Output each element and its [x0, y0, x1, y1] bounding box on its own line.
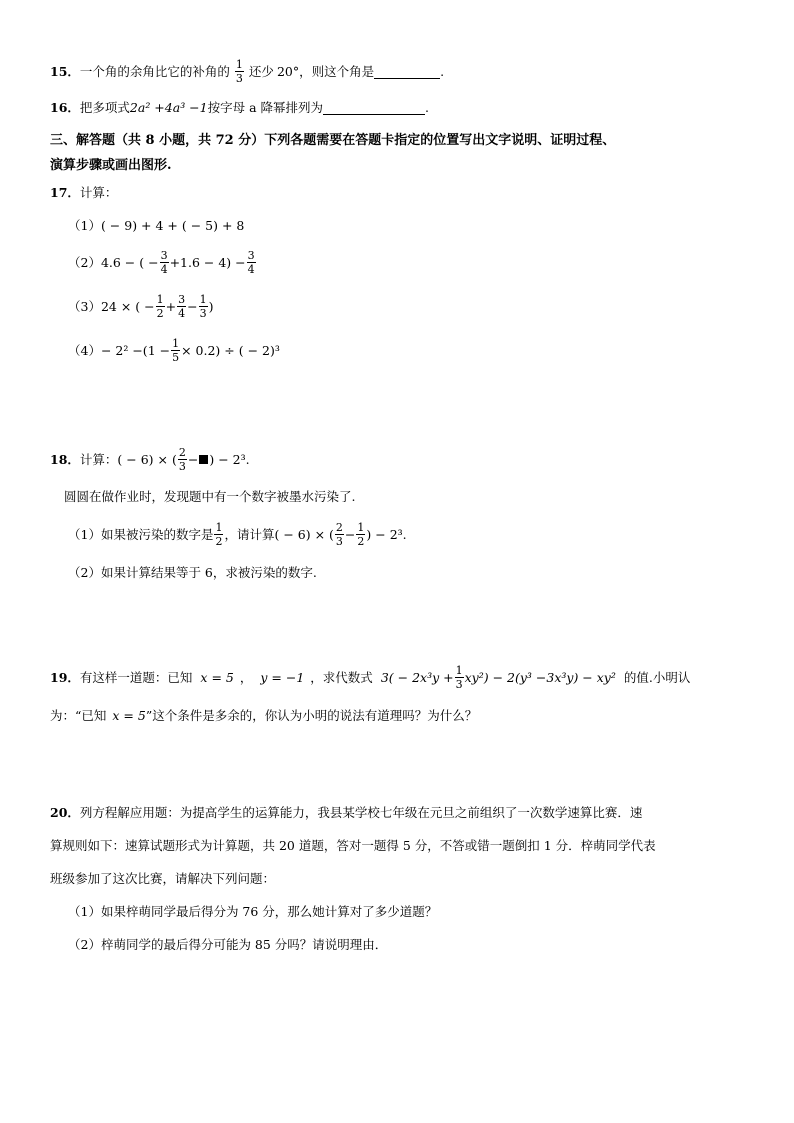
denominator: 4 — [178, 306, 186, 320]
denominator: 3 — [235, 71, 243, 85]
question-number: 19． — [50, 670, 80, 685]
numerator: 1 — [235, 57, 243, 71]
numerator: 3 — [160, 248, 168, 262]
q17-part-4 — [68, 332, 280, 368]
q18-intro: 圆圆在做作业时，发现题中有一个数字被墨水污染了. — [64, 489, 356, 504]
denominator: 4 — [160, 262, 168, 276]
period: . — [440, 63, 445, 79]
fraction — [177, 294, 186, 319]
condition-x: x = 5 — [200, 669, 234, 685]
fraction — [214, 522, 223, 547]
question-text: 列方程解应用题：为提高学生的运算能力，我县某学校七年级在元旦之前组织了一次数学速算比赛．速 — [79, 805, 643, 820]
part-label: （4） — [68, 343, 101, 358]
q18-part-1 — [68, 516, 407, 552]
answer-blank[interactable] — [323, 100, 425, 115]
section-heading: 三、解答题（共 8 小题，共 72 分）下列各题需要在答题卡指定的位置写出文字说明、证明过程、 — [50, 132, 616, 148]
part-label: （1） — [68, 527, 101, 542]
comma: ， — [239, 670, 253, 685]
fraction — [171, 338, 180, 363]
question-text: 如果计算结果等于 6，求被污染的数字. — [100, 565, 317, 580]
part-label: （2） — [68, 565, 101, 580]
denominator: 3 — [199, 306, 207, 320]
numerator: 1 — [215, 520, 223, 534]
ink-blot-square — [199, 455, 208, 464]
question-text: ”这个条件是多余的，你认为小明的说法有道理吗？为什么？ — [145, 708, 478, 723]
part-label: （1） — [68, 218, 101, 233]
period: . — [425, 99, 429, 115]
q17-part-1 — [68, 215, 244, 235]
numerator: 1 — [455, 663, 463, 677]
question-number: 16． — [50, 100, 80, 115]
question-text: 把多项式 — [79, 100, 130, 115]
numerator: 3 — [247, 248, 255, 262]
section-heading-cont: 演算步骤或画出图形. — [50, 157, 172, 173]
polynomial-expression: 2a² +4a³ −1 — [129, 99, 208, 115]
question-17 — [50, 182, 117, 202]
denominator: 2 — [357, 534, 365, 548]
condition-x: x = 5 — [112, 707, 146, 723]
question-number: 17． — [50, 185, 80, 200]
denominator: 3 — [335, 534, 343, 548]
expression: xy²) − 2(y³ −3x³y) − xy² — [464, 669, 616, 685]
fraction — [455, 665, 464, 690]
fraction — [356, 522, 365, 547]
question-number: 20． — [50, 805, 80, 820]
fraction — [199, 294, 208, 319]
expression: ) − 2³. — [209, 451, 250, 467]
question-18 — [50, 442, 250, 476]
denominator: 3 — [455, 677, 463, 691]
fraction — [178, 447, 187, 472]
question-text: ，求代数式 — [310, 670, 373, 685]
question-text: 为：“已知 — [50, 708, 107, 723]
numerator: 1 — [357, 520, 365, 534]
fraction — [247, 250, 256, 275]
expression: ) − 2³. — [366, 526, 407, 542]
answer-blank[interactable] — [374, 64, 440, 79]
denominator: 5 — [172, 350, 180, 364]
question-text: 一个角的余角比它的补角的 — [79, 64, 230, 79]
denominator: 2 — [215, 534, 223, 548]
question-number: 15． — [50, 64, 80, 79]
question-15 — [50, 58, 444, 84]
part-label: （2） — [68, 255, 101, 270]
expression: × 0.2) ÷ ( − 2)³ — [181, 342, 280, 358]
denominator: 4 — [247, 262, 255, 276]
numerator: 2 — [178, 445, 186, 459]
expression: − — [187, 298, 198, 314]
question-16 — [50, 96, 429, 118]
expression: + — [165, 298, 177, 314]
expression: − — [187, 451, 199, 467]
fraction — [235, 59, 244, 84]
numerator: 1 — [156, 292, 164, 306]
part-label: （3） — [68, 299, 101, 314]
question-text: 如果被污染的数字是 — [100, 527, 214, 542]
denominator: 3 — [178, 459, 186, 473]
q17-part-2 — [68, 244, 257, 280]
question-number: 18． — [50, 452, 80, 467]
expression: 4.6 − ( − — [100, 254, 159, 270]
expression: − 2² −(1 − — [100, 342, 171, 358]
question-text: ，请计算 — [224, 527, 275, 542]
question-19 — [50, 660, 690, 694]
fraction — [156, 294, 165, 319]
question-text: 按字母 a 降幂排列为 — [207, 100, 324, 115]
question-text: 计算： — [79, 185, 118, 200]
condition-y: y = −1 — [260, 669, 305, 685]
question-text: 计算： — [79, 452, 118, 467]
q18-part-2 — [68, 562, 317, 582]
expression: ( − 6) × ( — [117, 451, 177, 467]
degree-value: 20° — [276, 63, 300, 79]
question-text: ，则这个角是 — [299, 64, 375, 79]
question-text: 还少 — [248, 64, 274, 79]
numerator: 1 — [199, 292, 207, 306]
expression: 3( − 2x³y + — [380, 669, 454, 685]
fraction — [335, 522, 344, 547]
question-19-line2 — [50, 704, 477, 726]
question-20-line3: 班级参加了这次比赛，请解决下列问题： — [50, 871, 276, 886]
question-20-line2: 算规则如下：速算试题形式为计算题，共 20 道题，答对一题得 5 分，不答或错一题倒扣 1 分．梓萌同学代表 — [50, 838, 656, 853]
expression: +1.6 − 4) − — [169, 254, 246, 270]
expression: ) — [208, 298, 214, 314]
expression: ( − 6) × ( — [274, 526, 334, 542]
fraction — [160, 250, 169, 275]
expression: ( − 9) + 4 + ( − 5) + 8 — [100, 217, 245, 233]
question-text: 有这样一道题：已知 — [79, 670, 193, 685]
expression: 24 × ( − — [100, 298, 155, 314]
q20-part-1: （1）如果梓萌同学最后得分为 76 分，那么她计算对了多少道题？ — [68, 904, 438, 919]
question-text: 的值.小明认 — [623, 670, 691, 685]
numerator: 1 — [172, 336, 180, 350]
q20-part-2: （2）梓萌同学的最后得分可能为 85 分吗？请说明理由． — [68, 937, 388, 952]
expression: − — [344, 526, 356, 542]
question-20 — [50, 801, 642, 823]
denominator: 2 — [156, 306, 164, 320]
q17-part-3 — [68, 288, 213, 324]
numerator: 2 — [335, 520, 343, 534]
numerator: 3 — [178, 292, 186, 306]
